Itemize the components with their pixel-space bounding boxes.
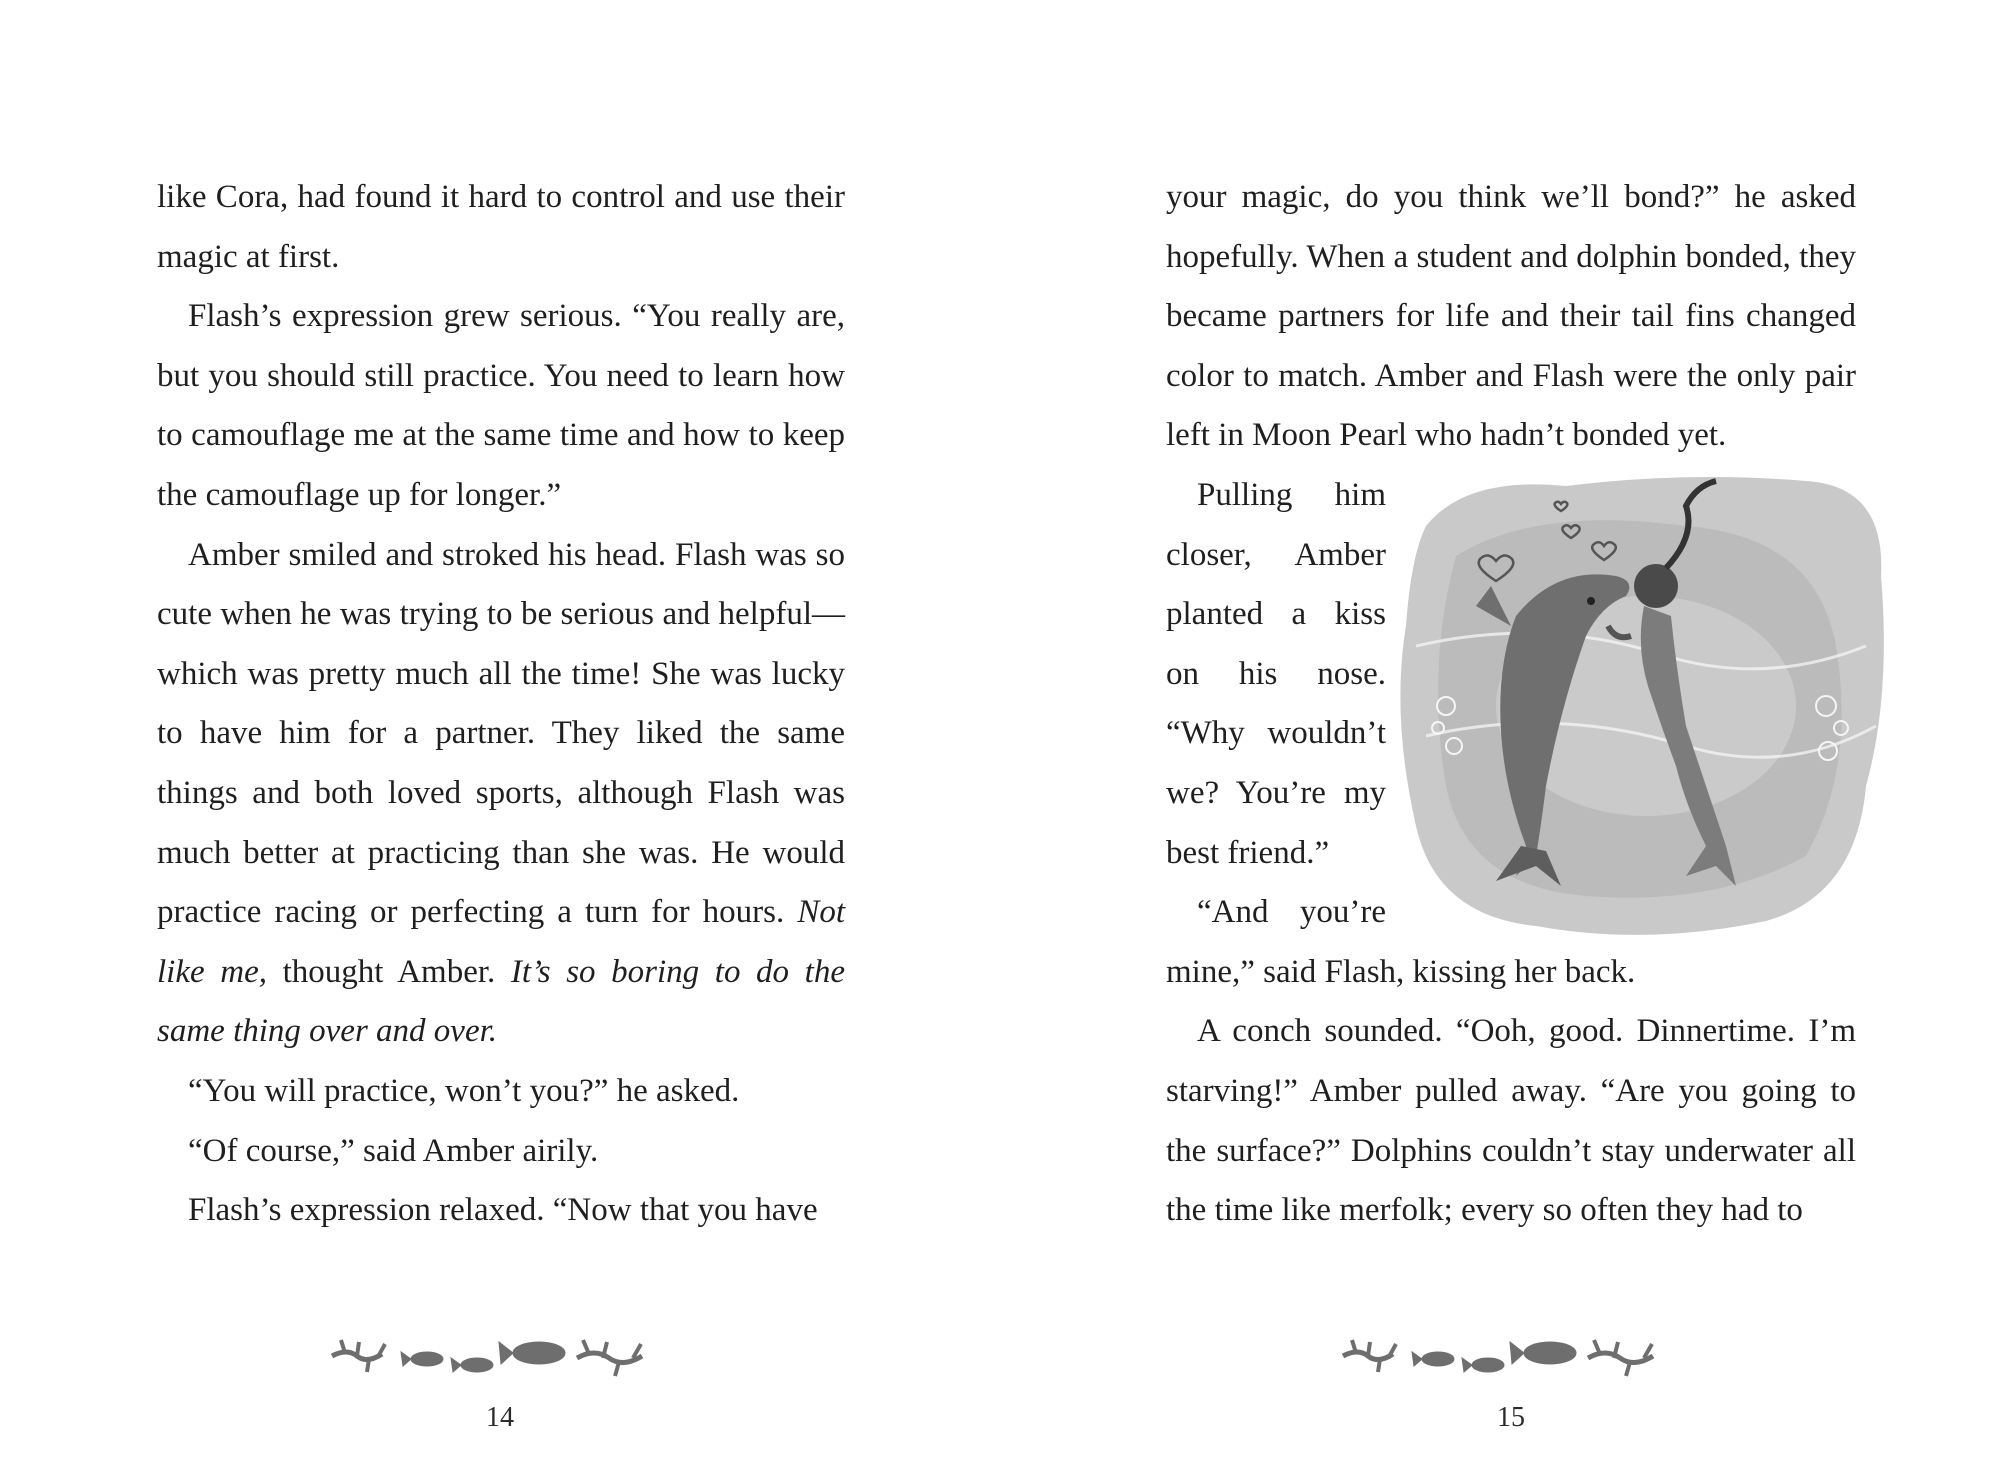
paragraph: Flash’s expression grew serious. “You really are, but you should still practice. You need to learn how to camouflage me at the same time and how to keep the camouflage up for longer.” — [157, 298, 845, 513]
paragraph: your magic, do you think we’ll bond?” he asked hopefully. When a student and dolphin bonded, they became partners for life and their tail fins changed color to match. Amber and Flash were the only pair left in Moon Pearl who hadn’t bonded yet. — [1166, 179, 1856, 454]
paragraph: “Of course,” said Amber airily. — [188, 1132, 599, 1169]
seaweed-fish-ornament-icon — [327, 1326, 687, 1386]
paragraph: Pulling him closer, Amber planted a kiss on his nose. “Why wouldn’t we? You’re my best friend.” — [1166, 476, 1386, 871]
paragraph: Flash’s expression relaxed. “Now that you have — [188, 1192, 818, 1229]
italic-thought: It’s so boring to do the same thing over and over. — [157, 953, 845, 1050]
page-number: 14 — [486, 1402, 514, 1433]
mermaid-kissing-dolphin-illustration — [1386, 466, 1896, 940]
seaweed-fish-ornament-icon — [1338, 1326, 1698, 1386]
paragraph — [157, 526, 845, 1062]
left-page-text — [157, 168, 845, 1241]
paragraph: like Cora, had found it hard to control and use their magic at first. — [157, 179, 845, 275]
paragraph-text: Amber smiled and stroked his head. Flash was so cute when he was trying to be serious and helpful—which was pretty much all the time! She was lucky to have him for a partner. They liked the same things and both loved sports, although Flash was much better at practicing than she was. He would practice racing or perfecting a turn for hours. — [157, 536, 845, 931]
paragraph: “And you’re mine,” said Flash, kissing her back. — [1166, 894, 1636, 990]
right-page-text — [1166, 168, 1856, 1241]
page-number: 15 — [1497, 1402, 1525, 1433]
paragraph: “You will practice, won’t you?” he asked. — [188, 1072, 740, 1109]
paragraph: A conch sounded. “Ooh, good. Dinnertime. I’m starving!” Amber pulled away. “Are you going to the surface?” Dolphins couldn’t stay underwater all the time like merfolk; every so often they had to — [1166, 1013, 1856, 1229]
paragraph-text: thought Amber. — [266, 953, 511, 990]
italic-thought: Not like me, — [157, 894, 845, 990]
right-page — [1000, 0, 2000, 1470]
